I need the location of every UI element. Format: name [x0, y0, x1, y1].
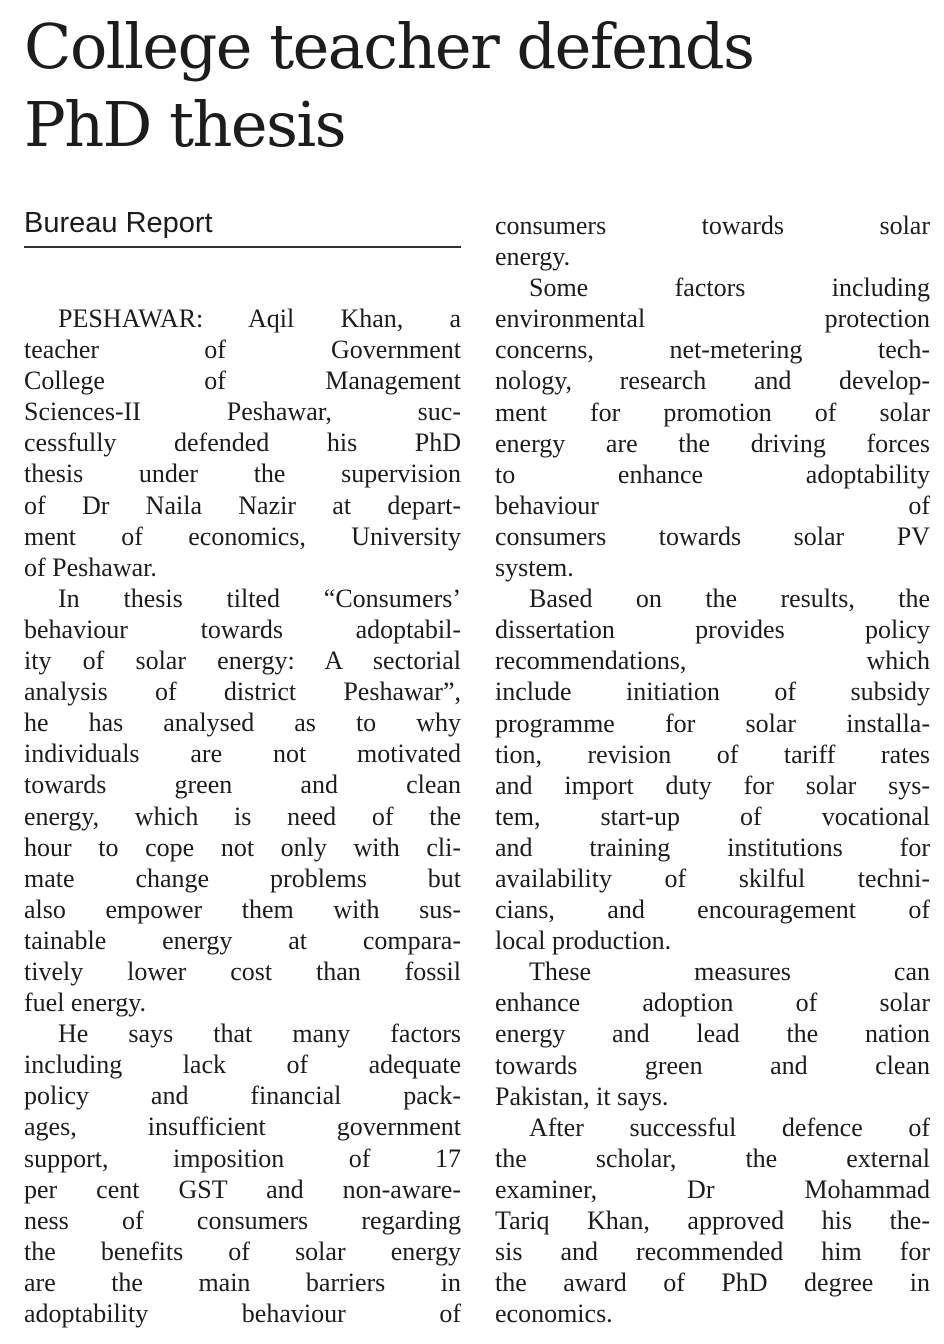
text-line: energy. — [495, 242, 571, 272]
text-line: concerns, net-metering tech- — [495, 335, 930, 365]
text-line: towards green and clean — [495, 1050, 930, 1080]
text-line: recommendations, which — [495, 646, 930, 676]
text-line: tively lower cost than fossil — [24, 956, 461, 986]
text-line: support, imposition of 17 — [24, 1143, 461, 1173]
headline-line-1: College teacher defends — [24, 10, 754, 83]
text-line: programme for solar installa- — [495, 708, 930, 738]
text-line: individuals are not motivated — [24, 739, 461, 769]
text-line: These measures can — [529, 957, 930, 987]
text-line: system. — [495, 553, 574, 583]
text-line: policy and financial pack- — [24, 1081, 461, 1111]
text-line: Based on the results, the — [529, 584, 930, 614]
text-line: he has analysed as to why — [24, 708, 461, 738]
text-line: Some factors including — [529, 273, 930, 303]
text-line: adoptability behaviour of — [24, 1299, 461, 1328]
text-line: teacher of Government — [24, 335, 461, 365]
text-line: behaviour of — [495, 490, 930, 520]
text-line: nology, research and develop- — [495, 366, 930, 396]
text-line: consumers towards solar PV — [495, 521, 930, 551]
text-line: dissertation provides policy — [495, 615, 930, 645]
text-line: the award of PhD degree in — [495, 1268, 930, 1298]
headline-line-2: PhD thesis — [24, 88, 346, 161]
text-line: College of Management — [24, 366, 461, 396]
text-line: In thesis tilted “Consumers’ — [58, 583, 461, 613]
text-line: to enhance adoptability — [495, 459, 930, 489]
text-line: analysis of district Peshawar”, — [24, 677, 461, 707]
text-line: cessfully defended his PhD — [24, 428, 461, 458]
article-column-right — [495, 210, 930, 1329]
text-line: tem, start-up of vocational — [495, 801, 930, 831]
text-line: are the main barriers in — [24, 1267, 461, 1297]
text-line: ness of consumers regarding — [24, 1205, 461, 1235]
text-line: also empower them with sus- — [24, 894, 461, 924]
text-line: After successful defence of — [529, 1112, 930, 1142]
text-line: tainable energy at compara- — [24, 925, 461, 955]
text-line: energy and lead the nation — [495, 1019, 930, 1049]
text-line: include initiation of subsidy — [495, 677, 930, 707]
text-line: including lack of adequate — [24, 1050, 461, 1080]
text-line: PESHAWAR: Aqil Khan, a — [58, 304, 461, 333]
article-headline — [24, 8, 924, 164]
text-line: He says that many factors — [58, 1019, 461, 1049]
text-line: examiner, Dr Mohammad — [495, 1174, 930, 1204]
text-line: tion, revision of tariff rates — [495, 739, 930, 769]
text-line: sis and recommended him for — [495, 1237, 930, 1267]
text-line: per cent GST and non-aware- — [24, 1174, 461, 1204]
text-line: hour to cope not only with cli- — [24, 832, 461, 862]
text-line: mate change problems but — [24, 863, 461, 893]
text-line: environmental protection — [495, 304, 930, 334]
text-line: of Peshawar. — [24, 552, 157, 582]
article-column-left — [24, 303, 461, 1329]
text-line: ment for promotion of solar — [495, 397, 930, 427]
text-line: the benefits of solar energy — [24, 1236, 461, 1266]
text-line: cians, and encouragement of — [495, 895, 930, 925]
byline: Bureau Report — [24, 204, 461, 248]
text-line: energy are the driving forces — [495, 428, 930, 458]
text-line: towards green and clean — [24, 770, 461, 800]
text-line: the scholar, the external — [495, 1143, 930, 1173]
text-line: local production. — [495, 926, 672, 956]
text-line: availability of skilful techni- — [495, 863, 930, 893]
text-line: ity of solar energy: A sectorial — [24, 646, 461, 676]
text-line: energy, which is need of the — [24, 801, 461, 831]
text-line: enhance adoption of solar — [495, 988, 930, 1018]
text-line: ment of economics, University — [24, 521, 461, 551]
text-line: Tariq Khan, approved his the- — [495, 1206, 930, 1235]
text-line: behaviour towards adoptabil- — [24, 614, 461, 644]
text-line: Sciences-II Peshawar, suc- — [24, 397, 461, 427]
text-line: consumers towards solar — [495, 211, 930, 240]
text-line: fuel energy. — [24, 988, 147, 1018]
text-line: ages, insufficient government — [24, 1112, 461, 1142]
text-line: Pakistan, it says. — [495, 1081, 669, 1111]
text-line: and training institutions for — [495, 832, 930, 862]
text-line: economics. — [495, 1299, 613, 1329]
text-line: of Dr Naila Nazir at depart- — [24, 490, 461, 520]
text-line: and import duty for solar sys- — [495, 770, 930, 800]
text-line: thesis under the supervision — [24, 459, 461, 489]
